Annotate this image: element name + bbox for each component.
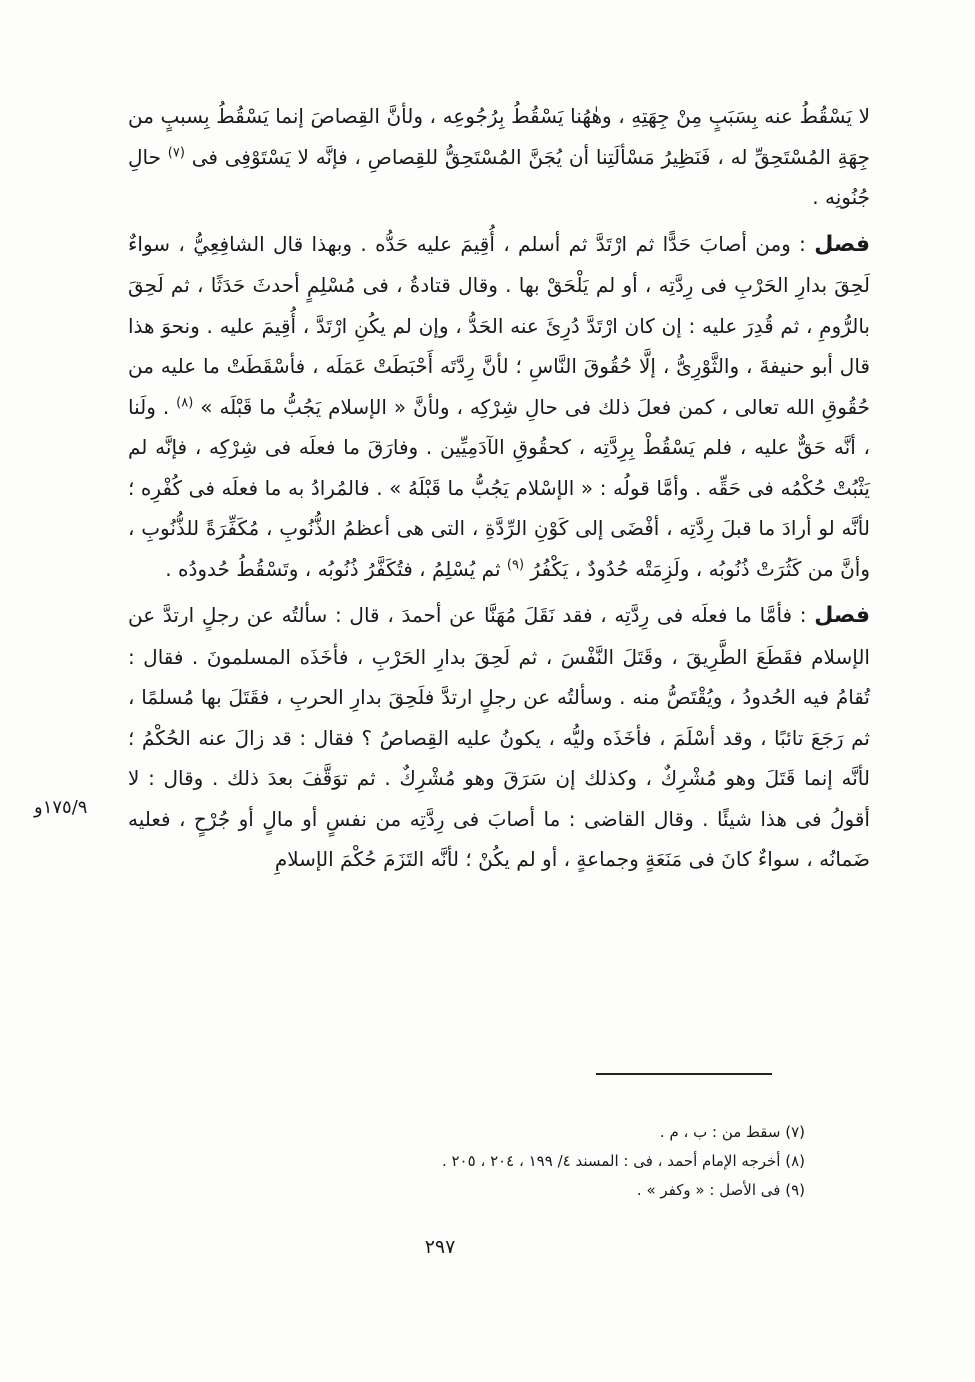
paragraph-1-text: لا يَسْقُطُ عنه بِسَبَبٍ مِنْ جِهَتِهِ ، وهٰهُنا يَسْقُطُ بِرُجُوعِه ، ولأنَّ القِصاصَ إنما يَسْقُطُ بِسببٍ من جِهَةِ المُسْتَحِقِّ له ، فَنَظِيرُ مَسْألَتِنا أن يُجَنَّ المُسْتَحِقُّ للقِصاصِ ، فإنَّه لا يَسْتَوْفِى فى [128, 104, 870, 169]
footnotes [300, 1118, 805, 1205]
main-text [128, 96, 870, 880]
paragraph-2-text-b: . ولَنا ، أنَّه حَقٌّ عليه ، فلم يَسْقُطْ بِرِدَّتِه ، كحقُوقِ الآدَمِيِّين . وفارَقَ ما فعلَه فى شِرْكِه ، فإنَّه لم يَثْبُتْ حُكْمُه فى حَقِّه . وأمَّا قولُه : « الإسْلام يَجُبُّ ما قَبْلَهُ » . فالمُرادُ به ما فعلَه فى كُفْرِه ؛ لأنَّه لو أرادَ ما قبلَ رِدَّتِه ، أفْضَى إلى كَوْنِ الرِّدَّةِ ، التى هى أعظمُ الذُّنُوبِ ، مُكَفِّرَةً للذُّنُوبِ ، وأنَّ من كَثُرَتْ ذُنُوبُه ، ولَزِمَتْه حُدُودٌ ، يَكْفُرُ [128, 394, 870, 581]
paragraph-3 [128, 595, 870, 880]
page-number: ٢٩٧ [424, 1236, 456, 1258]
footnote-ref-7: (٧) [167, 144, 185, 160]
paragraph-2-text-a: : ومن أصابَ حَدًّا ثم ارْتَدَّ ثم أسلم ، أُقِيمَ عليه حَدُّه . وبهذا قال الشافِعِيُّ ، سواءٌ لَحِقَ بدارِ الحَرْبِ فى رِدَّتِه ، أو لم يَلْحَقْ بها . وقال قتادةُ ، فى مُسْلِمٍ أحدثَ حَدَثًا ، ثم لَحِقَ بالرُّومِ ، ثم قُدِرَ عليه : إن كان ارْتَدَّ دُرِئَ عنه الحَدُّ ، وإن لم يكُنِ ارْتَدَّ ، أُقِيمَ عليه . ونحوَ هذا قال أبو حنيفةَ ، والثَّوْرِىُّ ، إلَّا حُقُوقَ النَّاسِ ؛ لأنَّ رِدَّتَه أَحْبَطَتْ عَمَلَه ، فأسْقَطَتْ ما عليه من حُقُوقِ الله تعالى ، كمن فعلَ ذلك فى حالِ شِرْكِه ، ولأنَّ « الإسلام يَجُبُّ ما قَبْلَه » [128, 231, 871, 419]
section-label-fasl: فصل [814, 603, 870, 628]
footnote-ref-9: (٩) [506, 556, 525, 572]
footnote-9: (٩) فى الأصل : « وكفر » . [636, 1181, 805, 1199]
footnote-7: (٧) سقط من : ب ، م . [659, 1123, 805, 1141]
footnote-ref-8: (٨) [176, 394, 194, 410]
paragraph-2-text-c: ثم يُسْلِمُ ، فتُكَفَّرُ ذُنُوبُه ، وتَسْقُطُ حُدودُه . [165, 556, 501, 581]
paragraph-2 [128, 224, 870, 590]
manuscript-folio-reference: ١٧٥/٩و [34, 797, 88, 818]
section-label-fasl: فصل [814, 231, 870, 257]
paragraph-1 [128, 96, 870, 218]
paragraph-3-text: : فأمَّا ما فعلَه فى رِدَّتِه ، فقد نَقَلَ مُهَنَّا عن أحمدَ ، قال : سألتُه عن رجلٍ ارتدَّ عن الإسلام فقَطَعَ الطَّرِيقَ ، وقَتَلَ النَّفْسَ ، ثم لَحِقَ بدارِ الحَرْبِ ، فأخَذَه المسلمونَ . فقال : تُقامُ فيه الحُدودُ ، ويُقْتَصُّ منه . وسألتُه عن رجلٍ ارتدَّ فلَحِقَ بدارِ الحربِ ، فقَتَلَ بها مُسلمًا ، ثم رَجَعَ تائبًا ، وقد أسْلَمَ ، فأخَذَه وليُّه ، يكونُ عليه القِصاصُ ؟ فقال : قد زالَ عنه الحُكْمُ ؛ لأنَّه إنما قَتَلَ وهو مُشْرِكٌ ، وكذلك إن سَرَقَ وهو مُشْرِكٌ . ثم توَقَّفَ بعدَ ذلك . وقال : لا أقولُ فى هذا شيئًا . وقال القاضى : ما أصابَ فى رِدَّتِه من نفسٍ أو مالٍ أو جُرْحٍ ، فعليه ضَمانُه ، سواءٌ كانَ فى مَنَعَةٍ وجماعةٍ ، أو لم يكُنْ ؛ لأنَّه التَزَمَ حُكْمَ الإسلامِ [128, 603, 870, 871]
footnote-8: (٨) أخرجه الإمام أحمد ، فى : المسند ٤/ ١٩٩ ، ٢٠٤ ، ٢٠٥ . [441, 1152, 805, 1170]
paragraph-1-end: حالِ جُنُونِه . [128, 144, 870, 209]
footnote-divider [596, 1073, 772, 1075]
